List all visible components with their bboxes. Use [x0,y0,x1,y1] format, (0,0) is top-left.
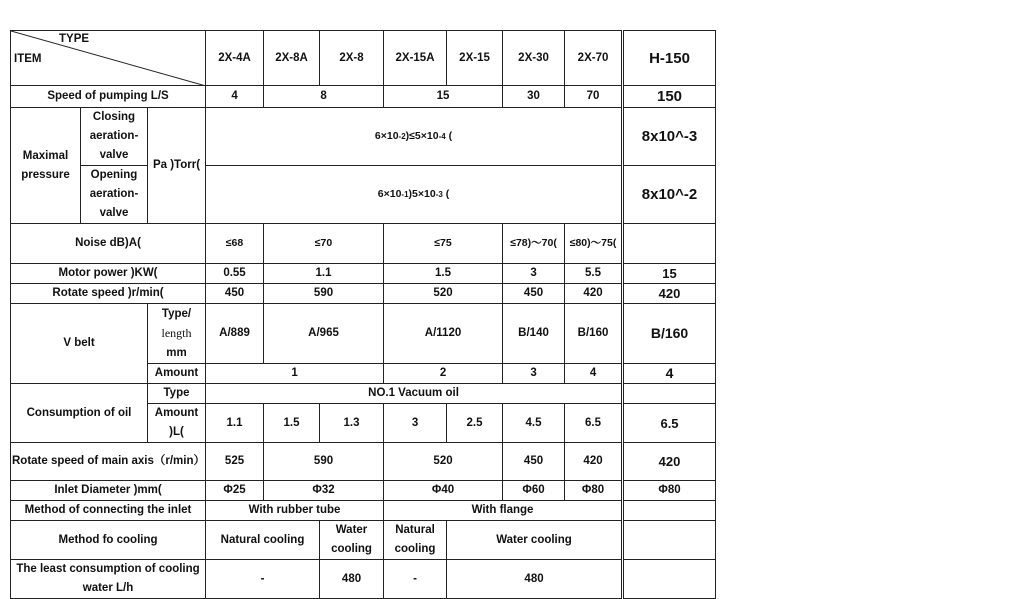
model-header: 2X-15 [447,31,503,86]
cell: 15 [623,264,716,284]
cell: 520 [384,443,503,481]
model-header: 2X-15A [384,31,447,86]
sub-label: Opening aeration-valve [81,166,148,224]
row-label: Consumption of oil [11,384,148,443]
cell: 70 [565,86,623,108]
cell: 15 [384,86,503,108]
cell: - [206,560,320,599]
cell: 480 [320,560,384,599]
cell: 480 [447,560,623,599]
cell: ≤80)～75( [565,224,623,264]
row-label: Inlet Diameter )mm( [11,481,206,501]
cell: 450 [503,284,565,304]
cell: 8 [264,86,384,108]
cell: 590 [264,284,384,304]
cell: A/889 [206,304,264,364]
row-label: Motor power )KW( [11,264,206,284]
cell: Φ32 [264,481,384,501]
header-row [11,31,716,86]
cell: 4 [206,86,264,108]
cell: With rubber tube [206,501,384,521]
row-label: V belt [11,304,148,384]
table-row [11,384,716,404]
sub-label: Type/ length mm [148,304,206,364]
cell: B/140 [503,304,565,364]
cell: ≤78)～70( [503,224,565,264]
cell [623,560,716,599]
table-row [11,108,716,166]
cell: 450 [503,443,565,481]
cell: 4 [565,364,623,384]
table-row [11,224,716,264]
sub-label: Closing aeration-valve [81,108,148,166]
cell: Φ80 [623,481,716,501]
cell: 2 [384,364,503,384]
spec-table [10,30,716,599]
cell: ≤75 [384,224,503,264]
table-row [11,166,716,224]
table-row [11,501,716,521]
cell: 0.55 [206,264,264,284]
cell: 1.5 [264,404,320,443]
cell: 420 [623,443,716,481]
cell [623,501,716,521]
row-label: Rotate speed of main axis（r/min） [11,443,206,481]
cell [623,521,716,560]
cell: Natural cooling [384,521,447,560]
type-label: TYPE [59,33,90,45]
unit-label: Pa )Torr( [148,108,206,224]
cell: 1.1 [206,404,264,443]
type-item-header [11,31,206,86]
closing-pressure-value: $6\times 10^{-2})\le 5\times 10^{-4}$ ( [206,108,623,166]
cell: 1.1 [264,264,384,284]
cell: 4.5 [503,404,565,443]
opening-pressure-value: $6\times 10^{-1})5\times 10^{-3}$ ( [206,166,623,224]
cell: Water cooling [447,521,623,560]
row-label: The least consumption of cooling water L/h [11,560,206,599]
cell: NO.1 Vacuum oil [206,384,623,404]
table-row [11,521,716,560]
model-header: 2X-8A [264,31,320,86]
table-row [11,304,716,364]
table-row [11,264,716,284]
cell: 525 [206,443,264,481]
cell: 590 [264,443,384,481]
cell: 150 [623,86,716,108]
row-label: Speed of pumping L/S [11,86,206,108]
cell: 8x10^-2 [623,166,716,224]
cell: Natural cooling [206,521,320,560]
model-header: 2X-4A [206,31,264,86]
cell: A/965 [264,304,384,364]
model-header: 2X-30 [503,31,565,86]
model-header: 2X-8 [320,31,384,86]
cell [623,384,716,404]
cell: 420 [565,443,623,481]
cell: 420 [623,284,716,304]
cell: 520 [384,284,503,304]
cell: Φ80 [565,481,623,501]
cell: 5.5 [565,264,623,284]
cell: 4 [623,364,716,384]
row-label: Method fo cooling [11,521,206,560]
cell: 6.5 [623,404,716,443]
cell: 450 [206,284,264,304]
cell: Φ60 [503,481,565,501]
cell: 420 [565,284,623,304]
cell: 30 [503,86,565,108]
table-row [11,284,716,304]
cell: ≤70 [264,224,384,264]
cell: 3 [503,364,565,384]
cell [623,224,716,264]
sub-label: Amount [148,364,206,384]
cell: With flange [384,501,623,521]
cell: Φ25 [206,481,264,501]
row-label: Method of connecting the inlet [11,501,206,521]
cell: - [384,560,447,599]
row-label: Noise dB)A( [11,224,206,264]
table-row [11,86,716,108]
cell: 3 [503,264,565,284]
cell: 1.5 [384,264,503,284]
cell: 3 [384,404,447,443]
cell: 8x10^-3 [623,108,716,166]
sub-label: Amount )L( [148,404,206,443]
table-row [11,443,716,481]
cell: B/160 [565,304,623,364]
cell: 6.5 [565,404,623,443]
row-label: Rotate speed )r/min( [11,284,206,304]
cell: A/1120 [384,304,503,364]
row-label: Maximal pressure [11,108,81,224]
cell: B/160 [623,304,716,364]
cell: 2.5 [447,404,503,443]
item-label: ITEM [14,53,42,65]
cell: 1.3 [320,404,384,443]
sub-label: Type [148,384,206,404]
cell: Φ40 [384,481,503,501]
table-row [11,481,716,501]
cell: ≤68 [206,224,264,264]
model-header: 2X-70 [565,31,623,86]
table-row [11,560,716,599]
model-header-h150: H-150 [623,31,716,86]
cell: 1 [206,364,384,384]
cell: Water cooling [320,521,384,560]
